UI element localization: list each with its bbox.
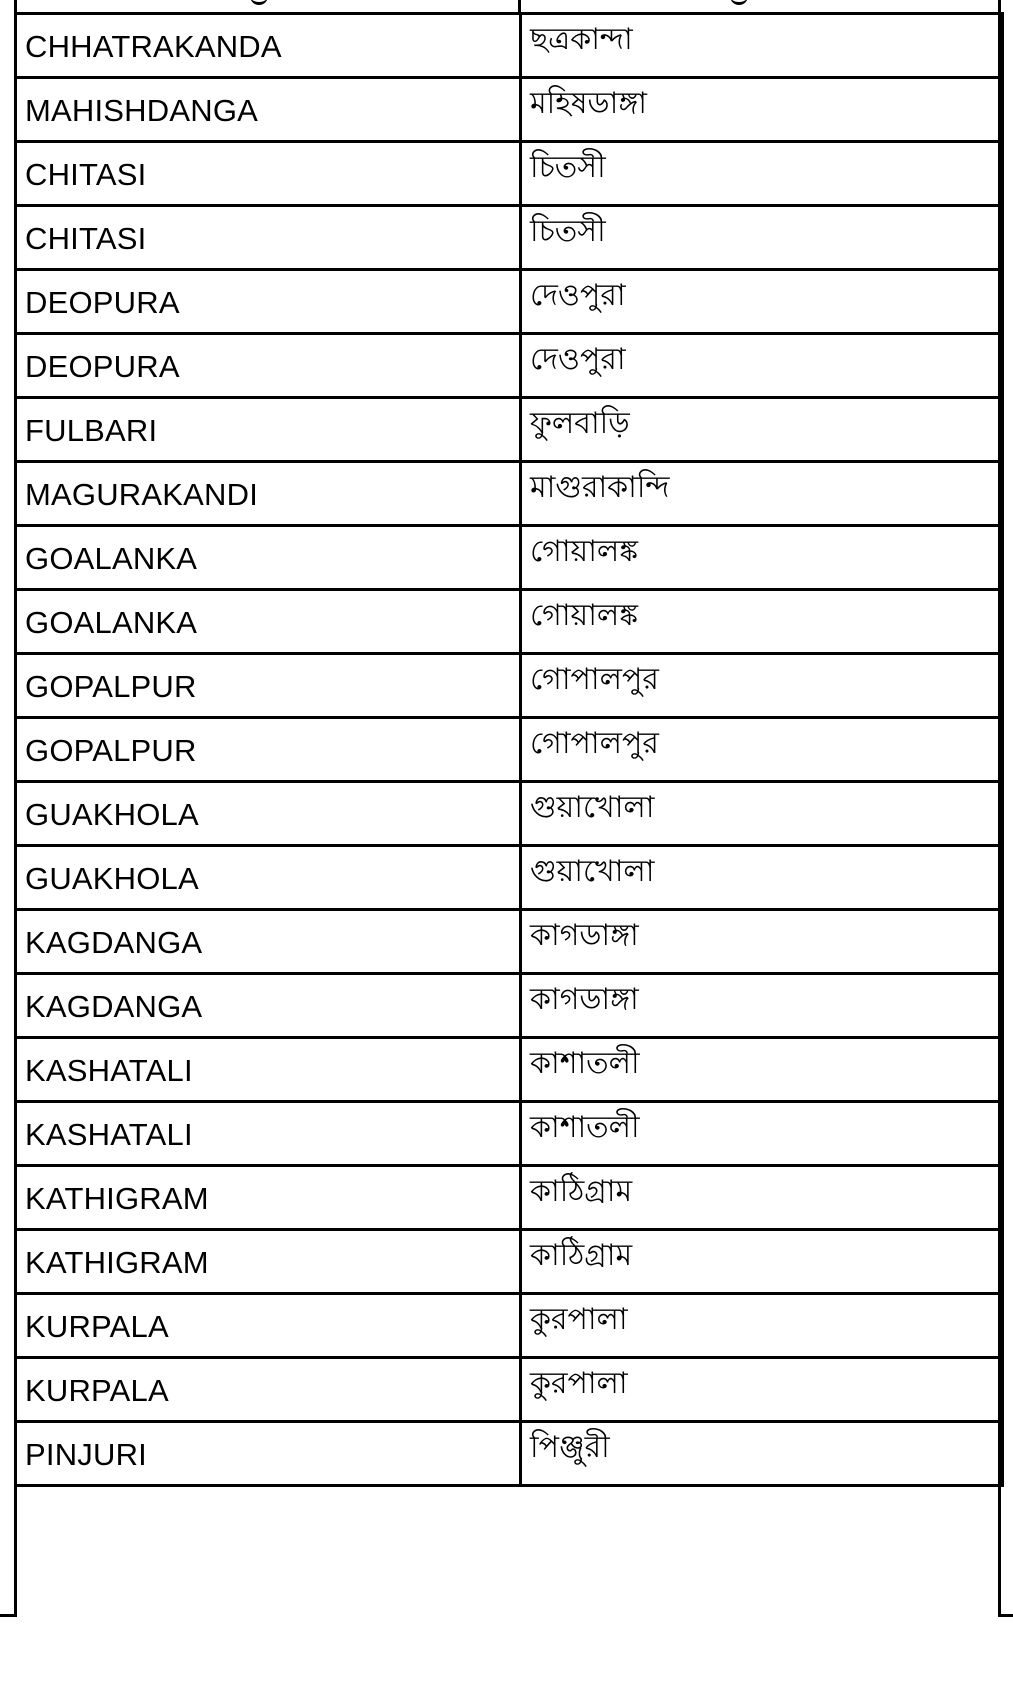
village-name-english-cell: DEOPURA <box>16 334 521 398</box>
table-row <box>16 398 1003 462</box>
village-name-english-cell: KURPALA <box>16 1294 521 1358</box>
table-row <box>16 526 1003 590</box>
table-bottom-border-left-tick <box>0 1614 14 1617</box>
village-name-english-cell: KATHIGRAM <box>16 1166 521 1230</box>
village-name-english-cell: KAGDANGA <box>16 910 521 974</box>
cut-off-text-fragment <box>250 0 268 5</box>
table-row <box>16 1102 1003 1166</box>
village-name-english-cell: KATHIGRAM <box>16 1230 521 1294</box>
village-name-bengali-cell: চিতসী <box>521 206 1003 270</box>
village-name-bengali-cell: দেওপুরা <box>521 270 1003 334</box>
village-name-bengali-cell: চিতসী <box>521 142 1003 206</box>
village-name-bengali-cell: গুয়াখোলা <box>521 782 1003 846</box>
table-row <box>16 1358 1003 1422</box>
table-row <box>16 142 1003 206</box>
village-name-table <box>14 12 1004 1487</box>
village-name-english-cell: CHITASI <box>16 206 521 270</box>
village-name-bengali-cell: কাগডাঙ্গা <box>521 910 1003 974</box>
village-name-english-cell: KURPALA <box>16 1358 521 1422</box>
village-name-english-cell: GUAKHOLA <box>16 782 521 846</box>
table-row <box>16 1230 1003 1294</box>
village-name-english-cell: KASHATALI <box>16 1038 521 1102</box>
table-row <box>16 846 1003 910</box>
village-name-bengali-cell: গোয়ালঙ্ক <box>521 590 1003 654</box>
village-name-english-cell: CHHATRAKANDA <box>16 14 521 78</box>
table-bottom-border-right-tick <box>1001 1614 1013 1617</box>
table-row <box>16 590 1003 654</box>
table-row <box>16 334 1003 398</box>
village-name-bengali-cell: কাশাতলী <box>521 1102 1003 1166</box>
village-name-english-cell: PINJURI <box>16 1422 521 1486</box>
village-name-english-cell: CHITASI <box>16 142 521 206</box>
table-row <box>16 1422 1003 1486</box>
village-name-english-cell: MAGURAKANDI <box>16 462 521 526</box>
village-name-bengali-cell: মাগুরাকান্দি <box>521 462 1003 526</box>
table-row <box>16 654 1003 718</box>
village-name-bengali-cell: কুরপালা <box>521 1358 1003 1422</box>
cut-off-text-fragment <box>730 0 748 5</box>
table-row <box>16 1294 1003 1358</box>
village-name-bengali-cell: গোপালপুর <box>521 654 1003 718</box>
village-name-english-cell: KASHATALI <box>16 1102 521 1166</box>
village-name-bengali-cell: গুয়াখোলা <box>521 846 1003 910</box>
village-name-bengali-cell: দেওপুরা <box>521 334 1003 398</box>
table-row <box>16 1038 1003 1102</box>
village-name-english-cell: DEOPURA <box>16 270 521 334</box>
village-name-english-cell: GOALANKA <box>16 590 521 654</box>
village-table-body <box>16 14 1003 1486</box>
table-row <box>16 910 1003 974</box>
village-name-english-cell: FULBARI <box>16 398 521 462</box>
village-name-english-cell: MAHISHDANGA <box>16 78 521 142</box>
village-name-bengali-cell: গোপালপুর <box>521 718 1003 782</box>
village-name-bengali-cell: কাগডাঙ্গা <box>521 974 1003 1038</box>
table-row <box>16 718 1003 782</box>
table-row <box>16 270 1003 334</box>
table-row <box>16 78 1003 142</box>
table-row <box>16 1166 1003 1230</box>
village-name-bengali-cell: কাঠিগ্রাম <box>521 1230 1003 1294</box>
village-name-bengali-cell: কাশাতলী <box>521 1038 1003 1102</box>
village-name-english-cell: GOPALPUR <box>16 654 521 718</box>
table-row <box>16 974 1003 1038</box>
village-name-bengali-cell: কাঠিগ্রাম <box>521 1166 1003 1230</box>
village-name-bengali-cell: কুরপালা <box>521 1294 1003 1358</box>
table-row <box>16 206 1003 270</box>
village-name-bengali-cell: মহিষডাঙ্গা <box>521 78 1003 142</box>
table-row <box>16 782 1003 846</box>
village-name-english-cell: GOPALPUR <box>16 718 521 782</box>
table-row <box>16 462 1003 526</box>
village-name-english-cell: KAGDANGA <box>16 974 521 1038</box>
village-name-english-cell: GUAKHOLA <box>16 846 521 910</box>
table-row <box>16 14 1003 78</box>
village-name-bengali-cell: ফুলবাড়ি <box>521 398 1003 462</box>
village-name-english-cell: GOALANKA <box>16 526 521 590</box>
village-name-bengali-cell: গোয়ালঙ্ক <box>521 526 1003 590</box>
village-name-bengali-cell: পিঞ্জুরী <box>521 1422 1003 1486</box>
village-name-bengali-cell: ছত্রকান্দা <box>521 14 1003 78</box>
